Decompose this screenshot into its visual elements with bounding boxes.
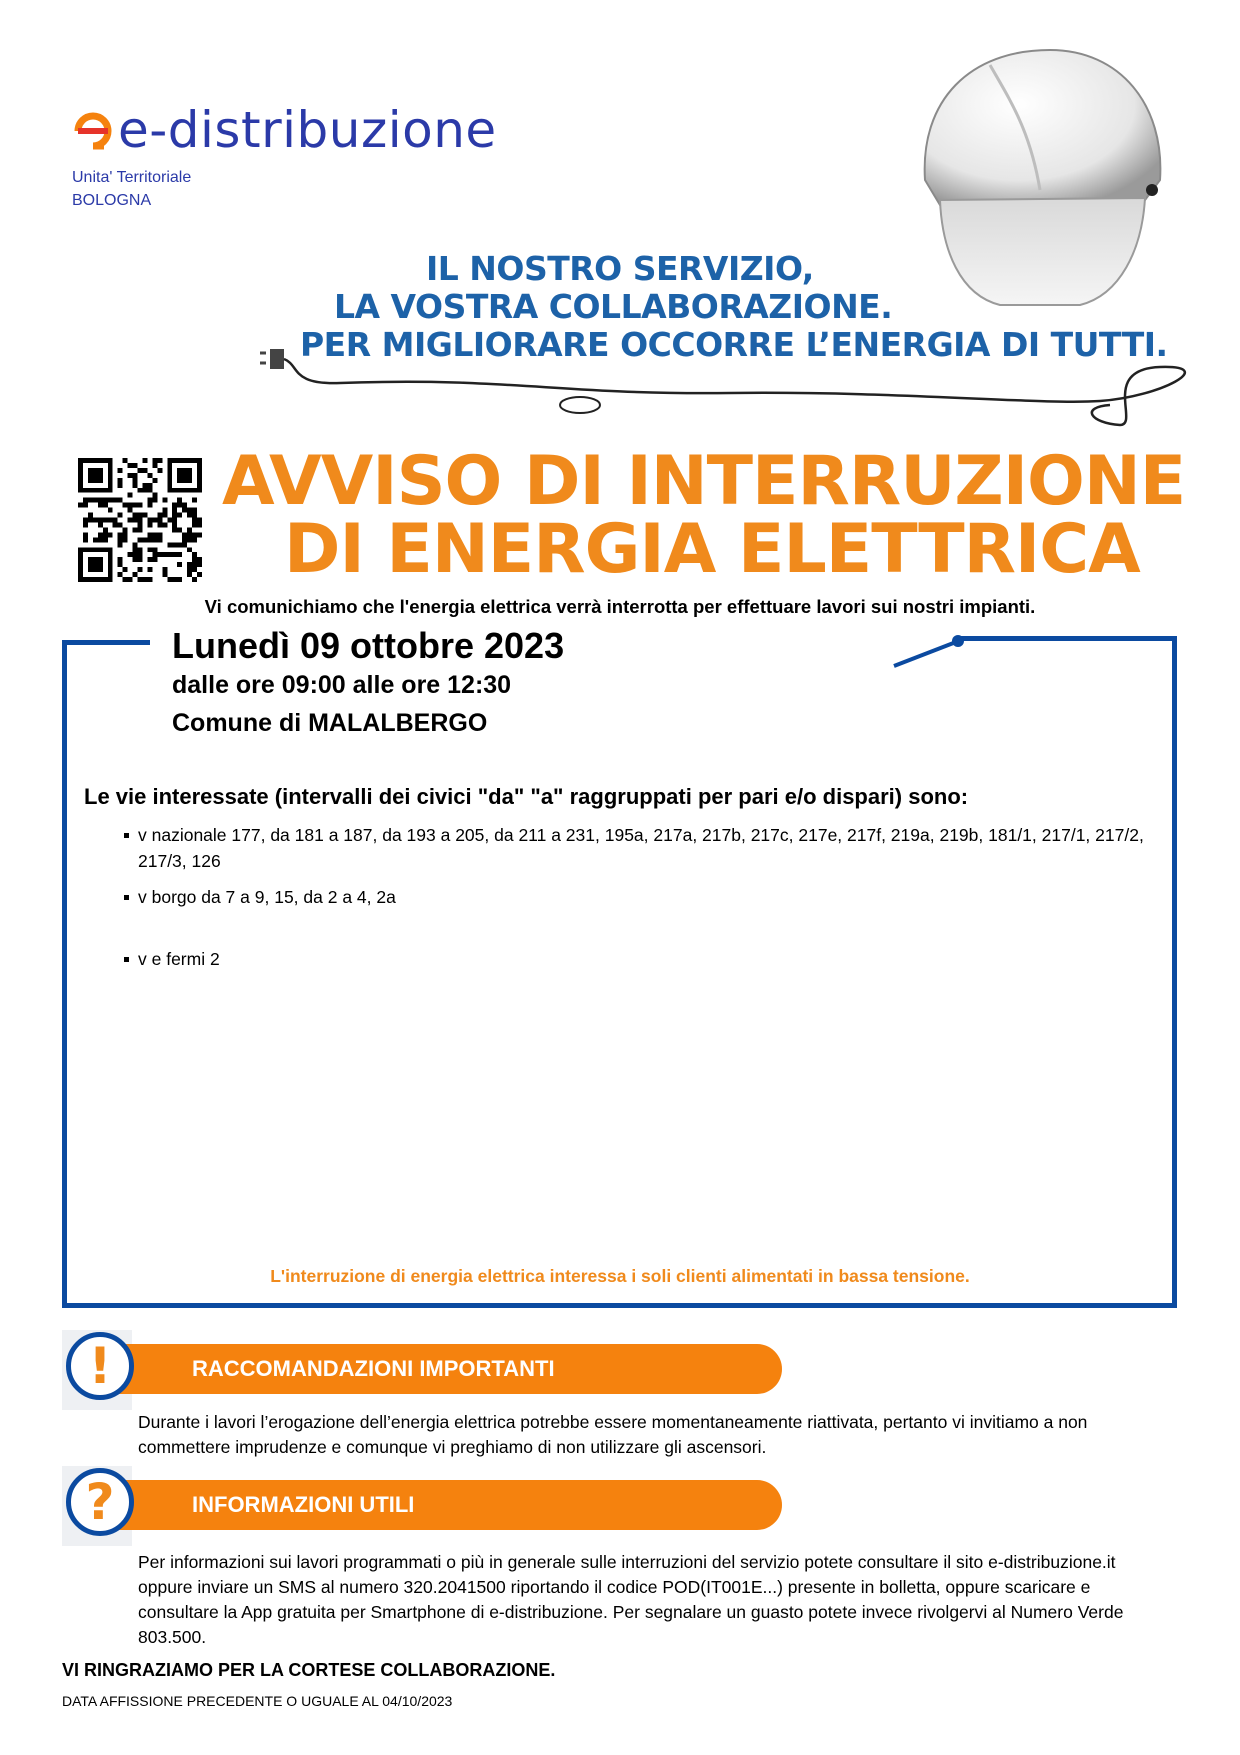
qr-code-icon	[78, 458, 202, 582]
slogan-line-1: IL NOSTRO SERVIZIO,	[426, 249, 814, 288]
list-item	[122, 884, 1162, 910]
intro-text: Vi comunichiamo che l'energia elettrica verrà interrotta per effettuare lavori sui nostri impianti.	[204, 596, 1036, 617]
frame-border-top-right	[955, 636, 1177, 641]
unit-city: BOLOGNA	[72, 192, 152, 209]
frame-border-right	[1172, 638, 1177, 1308]
posting-date: DATA AFFISSIONE PRECEDENTE O UGUALE AL 04/10/2023	[62, 1693, 453, 1709]
info-title: INFORMAZIONI UTILI	[192, 1492, 415, 1517]
street-text: v borgo da 7 a 9, 15, da 2 a 4, 2a	[138, 887, 396, 907]
gauge-needle-icon	[890, 630, 970, 670]
streets-title: Le vie interessate (intervalli dei civici "da" "a" raggruppati per pari e/o dispari) sono:	[84, 784, 969, 809]
recommendations-header	[100, 1344, 782, 1394]
logo-text: e-distribuzione	[118, 101, 497, 159]
territorial-unit	[72, 166, 191, 212]
interruption-hours: dalle ore 09:00 alle ore 12:30	[172, 671, 512, 699]
slogan-line-2: LA VOSTRA COLLABORAZIONE.	[334, 287, 893, 326]
e-logo-icon	[70, 107, 116, 153]
bullet-icon	[124, 895, 129, 900]
info-header	[100, 1480, 782, 1530]
street-text: v e fermi 2	[138, 949, 220, 969]
thanks-text: VI RINGRAZIAMO PER LA CORTESE COLLABORAZIONE.	[62, 1660, 556, 1680]
list-item	[122, 946, 1162, 972]
bullet-icon	[124, 833, 129, 838]
interruption-date: Lunedì 09 ottobre 2023	[172, 625, 565, 666]
bullet-icon	[124, 957, 129, 962]
recommendations-text: Durante i lavori l’erogazione dell’energia elettrica potrebbe essere momentaneamente riattivata, pertanto vi invitiamo a non commettere imprudenze e comunque vi preghiamo di non utilizzare gli ascensori.	[138, 1412, 1088, 1457]
question-icon: ?	[66, 1468, 134, 1536]
frame-border-left	[62, 640, 67, 1308]
list-item	[122, 822, 1162, 874]
frame-border-bottom	[62, 1303, 1177, 1308]
brand-logo	[70, 100, 497, 160]
headline	[222, 442, 1222, 589]
headline-line-1: AVVISO DI INTERRUZIONE	[222, 442, 1186, 521]
unit-label: Unita' Territoriale	[72, 169, 192, 186]
exclamation-icon: !	[66, 1332, 134, 1400]
street-text: v nazionale 177, da 181 a 187, da 193 a 205, da 211 a 231, 195a, 217a, 217b, 217c, 217e, 217f, 219a, 219b, 181/1, 217/1, 217/2, 217/3, 126	[138, 825, 1144, 871]
low-voltage-note: L'interruzione di energia elettrica interessa i soli clienti alimentati in bassa tensione.	[270, 1266, 970, 1286]
power-cord-icon	[260, 345, 1210, 435]
frame-border-top-left	[62, 640, 150, 645]
slogan-line-3: PER MIGLIORARE OCCORRE L’ENERGIA DI TUTTI.	[300, 325, 1168, 364]
headline-line-2: DI ENERGIA ELETTRICA	[284, 510, 1140, 589]
streets-list	[122, 822, 1162, 982]
info-text: Per informazioni sui lavori programmati o più in generale sulle interruzioni del servizio potete consultare il sito e-distribuzione.it oppure inviare un SMS al numero 320.2041500 riportando il codice POD(IT001E...) presente in bolletta, oppure scaricare e consultare la App gratuita per Smartphone di e-distribuzione. Per segnalare un guasto potete invece rivolgervi al Numero Verde 803.500.	[138, 1552, 1124, 1647]
municipality: Comune di MALALBERGO	[172, 709, 488, 737]
recommendations-title: RACCOMANDAZIONI IMPORTANTI	[192, 1356, 555, 1381]
